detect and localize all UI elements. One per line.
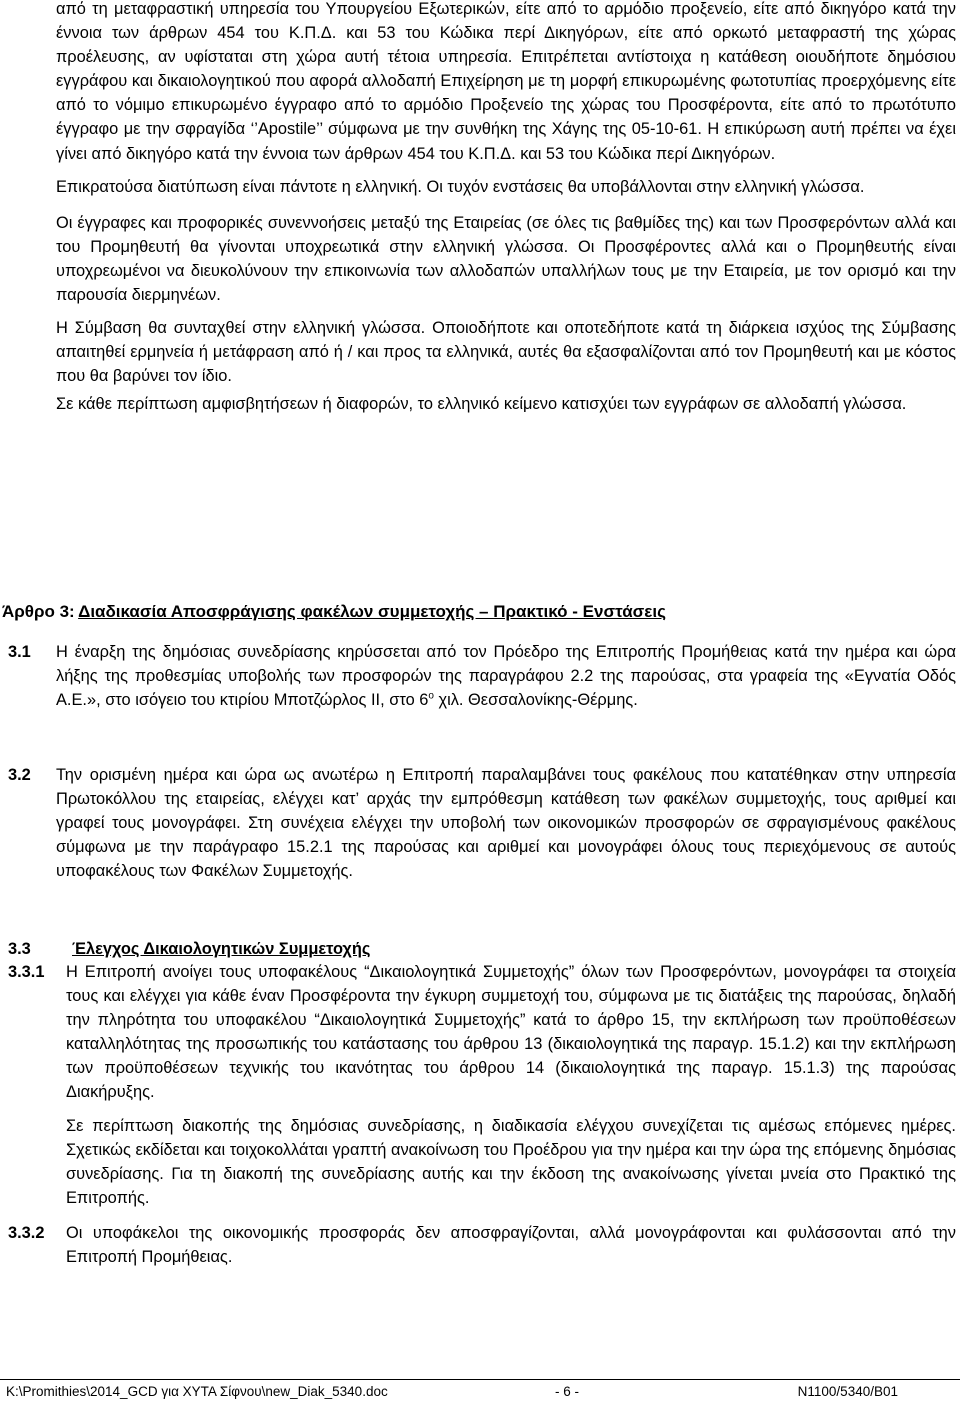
intro-paragraph-2: Επικρατούσα διατύπωση είναι πάντοτε η ελληνική. Οι τυχόν ενστάσεις θα υποβάλλονται στην ελληνική γλώσσα.: [56, 177, 865, 196]
section-3-3-1-paragraph-2: Σε περίπτωση διακοπής της δημόσιας συνεδρίασης, η διαδικασία ελέγχου συνεχίζεται τις αμέσως επόμενες ημέρες. Σχετικώς εκδίδεται και τοιχοκολλάται γραπτή ανακοίνωση του Προέδρου για την ημέρα και την ώρα της επόμενης δημόσιας συνεδρίασης. Για τη διακοπή της συνεδρίασης αυτής και την έκδοση της ανακοίνωσης γίνεται μνεία στο Πρακτικό της Επιτροπής.: [66, 1116, 956, 1207]
intro-paragraph-1: από τη μεταφραστική υπηρεσία του Υπουργείου Εξωτερικών, είτε από το αρμόδιο προξενείο, είτε από δικηγόρο κατά την έννοια των άρθρων 454 του Κ.Π.Δ. και 53 του Κώδικα περί Δικηγόρων, είτε από ορκωτό μεταφραστή της χώρας προέλευσης, αν υφίσταται στη χώρα αυτή τέτοια υπηρεσία. Επιτρέπεται αντίστοιχα η κατάθεση οιουδήποτε δημόσιου εγγράφου και δικαιολογητικού που αφορά αλλοδαπή Επιχείρηση με τη μορφή επικυρωμένης φωτοτυπίας προερχόμενης είτε από το νόμιμο επικυρωμένο έγγραφο από το αρμόδιο Προξενείο της χώρας του Προσφέροντα, είτε από το πρωτότυπο έγγραφο με την σφραγίδα ‘’Apostile’’ σύμφωνα με την συνθήκη της Χάγης της 05-10-61. Η επικύρωση αυτή πρέπει να έχει γίνει από δικηγόρο κατά την έννοια των άρθρων 454 του Κ.Π.Δ. και 53 του Κώδικα περί Δικηγόρων.: [56, 0, 956, 163]
section-number: 3.3.1: [8, 963, 45, 981]
section-3-3-2: [8, 1221, 956, 1269]
section-3-1: [8, 640, 956, 712]
intro-paragraph-5: Σε κάθε περίπτωση αμφισβητήσεων ή διαφορών, το ελληνικό κείμενο κατισχύει των εγγράφων σε αλλοδαπή γλώσσα.: [56, 395, 907, 414]
section-3-2-text: Την ορισμένη ημέρα και ώρα ως ανωτέρω η Επιτροπή παραλαμβάνει τους φακέλους που κατατέθηκαν στην υπηρεσία Πρωτοκόλλου της εταιρείας, ελέγχει κατ’ αρχάς την εμπρόθεσμη κατάθεση των φακέλων συμμετοχής, τους αριθμεί και γραφεί τους μονογράφει. Στη συνέχεια ελέγχει την υποβολή των οικονομικών προσφορών σε σφραγισμένους φακέλους σύμφωνα με την παράγραφο 15.2.1 της παρούσας και αριθμεί και μονογράφει όλους τους περιεχόμενους σε αυτούς υποφακέλους των Φακέλων Συμμετοχής.: [56, 766, 956, 881]
intro-paragraph-4: Η Σύμβαση θα συνταχθεί στην ελληνική γλώσσα. Οποιοδήποτε και οποτεδήποτε κατά τη διάρκεια ισχύος της Σύμβασης απαιτηθεί ερμηνεία ή μετάφραση από ή / και προς τα ελληνικά, αυτές θα εξασφαλίζονται από τον Προμηθευτή και με κόστος που θα βαρύνει τον ίδιο.: [56, 319, 956, 386]
section-3-3-1: [8, 960, 956, 1210]
page-footer: [0, 1379, 960, 1402]
superscript-o: ο: [428, 690, 434, 702]
section-3-3-1-paragraph-1: Η Επιτροπή ανοίγει τους υποφακέλους “Δικαιολογητικά Συμμετοχής” όλων των Προσφερόντων, μονογράφει τα στοιχεία τους και ελέγχει για κάθε έναν Προσφέροντα την έγκυρη συμμετοχή του, σύμφωνα με τις διατάξεις της παρούσας, δηλαδή την πληρότητα του υποφακέλου “Δικαιολογητικά Συμμετοχής” κατά το άρθρο 15, την εκπλήρωση των προϋποθέσεων καταλληλότητας της προσωπικής του κατάστασης του άρθρου 13 (δικαιολογητικά της παραγρ. 15.1.2) και την εκπλήρωση των προϋποθέσεων τεχνικής του ικανότητας του άρθρου 14 (δικαιολογητικά της παραγρ. 15.1.3) της παρούσας Διακήρυξης.: [66, 963, 956, 1102]
intro-paragraph-3: Οι έγγραφες και προφορικές συνεννοήσεις μεταξύ της Εταιρείας (σε όλες τις βαθμίδες της) και των Προσφερόντων αλλά και του Προμηθευτή θα γίνονται υποχρεωτικά στην ελληνική γλώσσα. Οι Προσφέροντες αλλά και ο Προμηθευτής είναι υποχρεωμένοι να διευκολύνουν την επικοινωνία των αλλοδαπών υπαλλήλων τους με την Εταιρεία, με τον ορισμό και την παρουσία διερμηνέων.: [56, 213, 956, 305]
section-number: 3.3: [8, 940, 31, 958]
article-heading: [2, 600, 902, 624]
section-3-2: [8, 763, 956, 883]
footer-document-code: N1100/5340/B01: [797, 1384, 898, 1399]
article-title: Διαδικασία Αποσφράγισης φακέλων συμμετοχής – Πρακτικό - Ενστάσεις: [78, 602, 666, 621]
article-label: Άρθρο 3:: [2, 602, 75, 621]
footer-page-number: - 6 -: [555, 1384, 580, 1399]
section-3-1-text-a: Η έναρξη της δημόσιας συνεδρίασης κηρύσσεται από τον Πρόεδρο της Επιτροπής Προμήθειας κατά την ημέρα και ώρα λήξης της προθεσμίας υποβολής των προσφορών της παραγράφου 2.2 της παρούσας, στα γραφεία της «Εγνατία Οδός Α.Ε.», στο ισόγειο του κτιρίου Μποτζώρλος ΙΙ, στο 6: [56, 643, 956, 710]
section-3-3: [8, 937, 956, 961]
section-number: 3.1: [8, 643, 31, 661]
footer-file-path: K:\Promithies\2014_GCD για ΧΥΤΑ Σίφνου\new_Diak_5340.doc: [6, 1384, 388, 1399]
section-number: 3.3.2: [8, 1224, 45, 1242]
section-3-1-text: [56, 640, 956, 712]
section-3-1-text-b: χιλ. Θεσσαλονίκης-Θέρμης.: [433, 691, 638, 710]
section-number: 3.2: [8, 766, 31, 784]
intro-block: [56, 0, 956, 417]
section-3-3-2-text: Οι υποφάκελοι της οικονομικής προσφοράς δεν αποσφραγίζονται, αλλά μονογράφονται και φυλάσσονται από την Επιτροπή Προμήθειας.: [66, 1224, 956, 1267]
section-3-3-title: Έλεγχος Δικαιολογητικών Συμμετοχής: [72, 940, 371, 958]
